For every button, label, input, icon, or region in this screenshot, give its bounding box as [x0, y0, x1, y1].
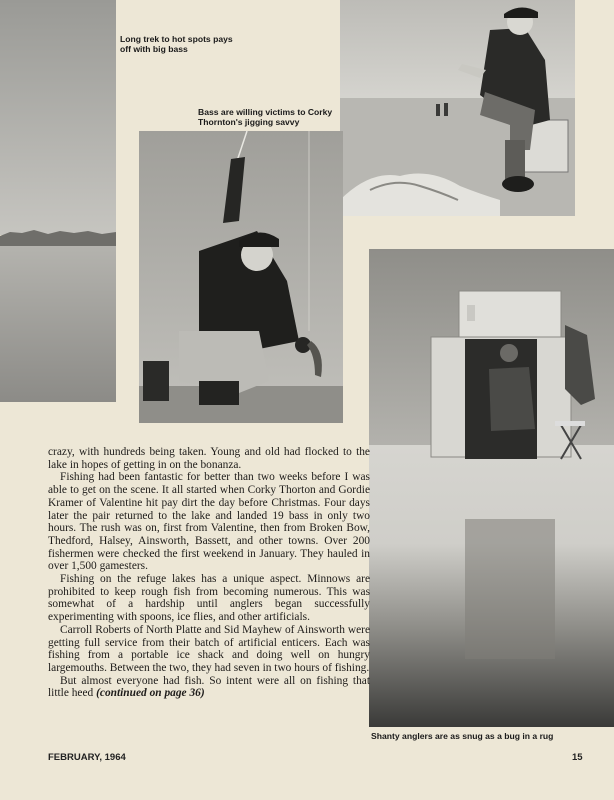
continued-note: (continued on page 36)	[96, 687, 205, 700]
jigging-angler-photo	[139, 131, 343, 423]
issue-date: FEBRUARY, 1964	[48, 752, 126, 763]
article-last-text: But almost everyone had fish. So intent were all on fishing that little heed	[48, 674, 370, 700]
seated-angler-photo	[340, 0, 575, 216]
article-paragraph: Carroll Roberts of North Platte and Sid Mayhew of Ainsworth were getting full service from their batch of artificial enticers. Each was fishing from a portable ice shack and doing well on hungry largemouths. Between the two, they had seven in two hours of fishing.	[48, 623, 370, 674]
article-paragraph: Fishing had been fantastic for better than two weeks before I was able to get on the scene. It all started when Corky Thorton and Gordie Kramer of Valentine hit pay dirt the day before Christmas. Four days later the pair returned to the lake and landed 19 bass in only two hours. The rush was on, first from Valentine, then from Broken Bow, Thedford, Halsey, Ainsworth, Bassett, and other towns. Over 200 fishermen were checked the first weekend in January. They hauled in over 1,500 gamesters.	[48, 471, 370, 573]
page-number: 15	[572, 752, 583, 763]
article-body	[48, 446, 370, 700]
article-paragraph: crazy, with hundreds being taken. Young and old had flocked to the lake in hopes of getting in on the bonanza.	[48, 446, 370, 471]
caption-bass: Bass are willing victims to Corky Thornton's jigging savvy	[198, 107, 333, 127]
caption-trek: Long trek to hot spots pays off with big bass	[120, 34, 233, 54]
article-paragraph: Fishing on the refuge lakes has a unique aspect. Minnows are prohibited to keep rough fish from becoming numerous. This was somewhat of a hardship until anglers began successfully experimenting with spoons, ice flies, and other artificials.	[48, 573, 370, 624]
caption-shanty: Shanty anglers are as snug as a bug in a rug	[371, 731, 554, 741]
ice-shanty-photo	[369, 249, 614, 727]
lake-horizon-photo	[0, 0, 116, 402]
article-paragraph-last	[48, 675, 370, 700]
